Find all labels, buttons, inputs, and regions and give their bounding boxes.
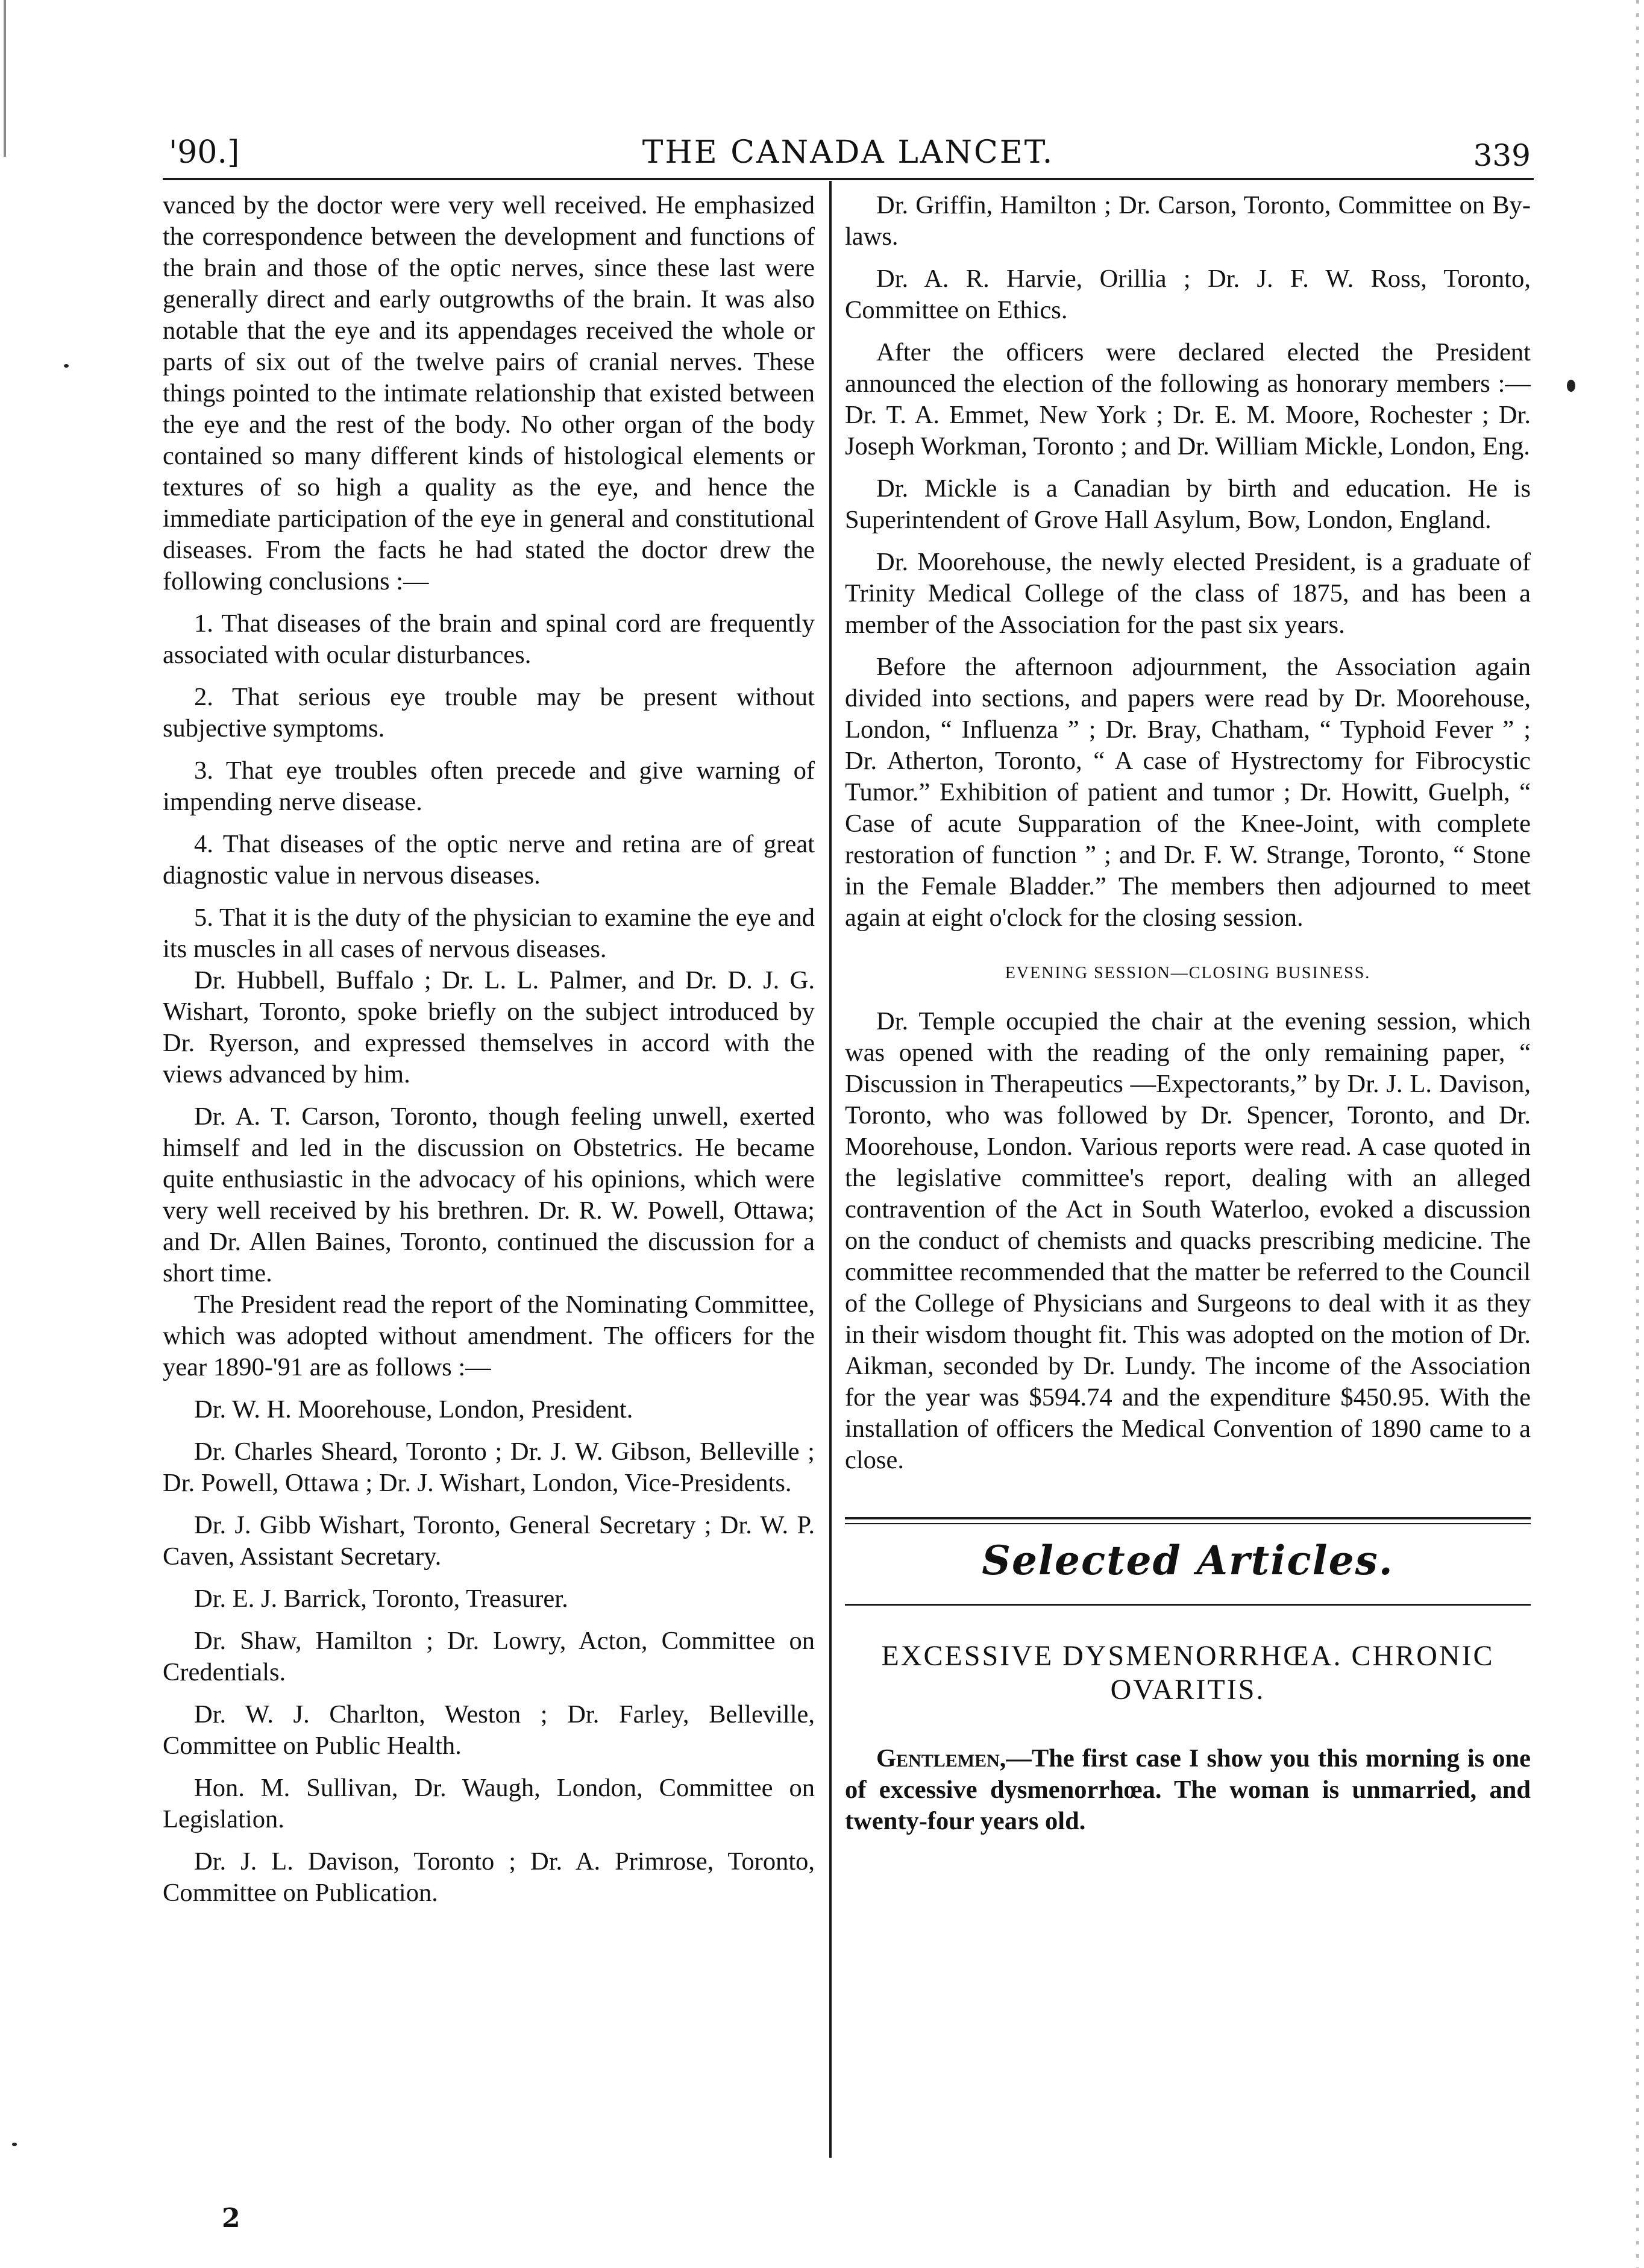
conclusion-3: 3. That eye troubles often precede and give warning of impending nerve disease. xyxy=(163,756,815,816)
officer-entry: Dr. J. Gibb Wishart, Toronto, General Secretary ; Dr. W. P. Caven, Assistant Secretary. xyxy=(163,1511,815,1571)
paragraph: The President read the report of the Nominating Committee, which was adopted without amendment. The officers for the year 1890-'91 are as follows :— xyxy=(163,1290,815,1381)
page-edge-right xyxy=(1636,0,1639,2268)
paragraph: Dr. Mickle is a Canadian by birth and education. He is Superintendent of Grove Hall Asylum, Bow, London, England. xyxy=(845,474,1531,534)
conclusion-1: 1. That diseases of the brain and spinal cord are frequently associated with ocular disturbances. xyxy=(163,609,815,669)
article-text: —The first case I show you this morning is one of excessive dysmenorrhœa. The woman is unmarried, and twenty-four years old. xyxy=(845,1744,1531,1835)
signature-number: 2 xyxy=(222,2203,240,2234)
ink-speck xyxy=(1567,380,1575,392)
officer-entry: Dr. Shaw, Hamilton ; Dr. Lowry, Acton, Committee on Credentials. xyxy=(163,1627,815,1686)
section-subheading: EVENING SESSION—CLOSING BUSINESS. xyxy=(1005,964,1371,982)
officer-entry: Dr. W. J. Charlton, Weston ; Dr. Farley, Belleville, Committee on Public Health. xyxy=(163,1700,815,1760)
journal-title: THE CANADA LANCET. xyxy=(642,134,1055,171)
section-banner: Selected Articles. xyxy=(982,1537,1394,1584)
paragraph: Dr. Moorehouse, the newly elected President, is a graduate of Trinity Medical College of the class of 1875, and has been a member of the Association for the past six years. xyxy=(845,548,1531,639)
officer-entry: Hon. M. Sullivan, Dr. Waugh, London, Committee on Legislation. xyxy=(163,1774,815,1833)
officer-entry: Dr. E. J. Barrick, Toronto, Treasurer. xyxy=(194,1585,568,1613)
officer-entry: Dr. W. H. Moorehouse, London, President. xyxy=(194,1395,633,1424)
paragraph: Dr. A. T. Carson, Toronto, though feeling unwell, exerted himself and led in the discussion on Obstetrics. He became quite enthusiastic in the advocacy of his opinions, which were very well received by his brethren. Dr. R. W. Powell, Ottawa; and Dr. Allen Baines, Toronto, continued the discussion for a short time. xyxy=(163,1102,815,1287)
left-column xyxy=(163,190,815,1909)
double-rule xyxy=(845,1517,1531,1524)
header-year: '90.] xyxy=(169,134,240,171)
running-header xyxy=(163,130,1534,180)
paragraph: Dr. Hubbell, Buffalo ; Dr. L. L. Palmer, and Dr. D. J. G. Wishart, Toronto, spoke briefly on the subject introduced by Dr. Ryerson, and expressed themselves in accord with the views advanced by him. xyxy=(163,966,815,1088)
page-edge-left xyxy=(4,0,6,157)
officer-entry: Dr. Charles Sheard, Toronto ; Dr. J. W. Gibson, Belleville ; Dr. Powell, Ottawa ; Dr. J. Wishart, London, Vice-Presidents. xyxy=(163,1437,815,1497)
ink-speck xyxy=(64,364,69,368)
article-title: EXCESSIVE DYSMENORRHŒA. CHRONIC OVARITIS. xyxy=(881,1640,1495,1706)
conclusion-5: 5. That it is the duty of the physician to examine the eye and its muscles in all cases of nervous diseases. xyxy=(163,903,815,963)
committee-entry: Dr. Griffin, Hamilton ; Dr. Carson, Toronto, Committee on By-laws. xyxy=(845,191,1531,251)
article-opening xyxy=(845,1743,1531,1837)
page-number: 339 xyxy=(1473,138,1531,173)
conclusion-2: 2. That serious eye trouble may be present without subjective symptoms. xyxy=(163,683,815,743)
paragraph: Before the afternoon adjournment, the Association again divided into sections, and papers were read by Dr. Moorehouse, London, “ Influenza ” ; Dr. Bray, Chatham, “ Typhoid Fever ” ; Dr. Atherton, Toronto, “ A case of Hystrectomy for Fibrocystic Tumor.” Exhibition of patient and tumor ; Dr. Howitt, Guelph, “ Case of acute Supparation of the Knee-Joint, with complete restoration of function ” ; and Dr. F. W. Strange, Toronto, “ Stone in the Female Bladder.” The members then adjourned to meet again at eight o'clock for the closing session. xyxy=(845,653,1531,932)
paragraph: vanced by the doctor were very well received. He emphasized the correspondence between the development and functions of the brain and those of the optic nerves, since these last were generally direct and early outgrowths of the brain. It was also notable that the eye and its appendages received the whole or parts of six out of the twelve pairs of cranial nerves. These things pointed to the intimate relationship that existed between the eye and the rest of the body. No other organ of the body contained so many different kinds of histological elements or textures of so high a quality as the eye, and hence the immediate participation of the eye in general and constitutional diseases. From the facts he had stated the doctor drew the following conclusions :— xyxy=(163,191,815,595)
column-divider xyxy=(829,181,832,2158)
officer-entry: Dr. J. L. Davison, Toronto ; Dr. A. Primrose, Toronto, Committee on Publication. xyxy=(163,1847,815,1907)
right-column xyxy=(845,190,1531,1837)
article-salutation: Gentlemen, xyxy=(876,1744,1006,1773)
committee-entry: Dr. A. R. Harvie, Orillia ; Dr. J. F. W. Ross, Toronto, Committee on Ethics. xyxy=(845,265,1531,324)
thin-rule xyxy=(845,1604,1531,1606)
paragraph: Dr. Temple occupied the chair at the evening session, which was opened with the reading of the only remaining paper, “ Discussion in Therapeutics —Expectorants,” by Dr. J. L. Davison, Toronto, who was followed by Dr. Spencer, Toronto, and Dr. Moorehouse, London. Various reports were read. A case quoted in the legislative committee's report, dealing with an alleged contravention of the Act in South Waterloo, evoked a discussion on the conduct of chemists and quacks prescribing medicine. The committee recommended that the matter be referred to the Council of the College of Physicians and Surgeons to deal with it as they in their wisdom thought fit. This was adopted on the motion of Dr. Aikman, seconded by Dr. Lundy. The income of the Association for the year was $594.74 and the expenditure $450.95. With the installation of officers the Medical Convention of 1890 came to a close. xyxy=(845,1007,1531,1474)
conclusion-4: 4. That diseases of the optic nerve and retina are of great diagnostic value in nervous diseases. xyxy=(163,830,815,890)
ink-speck xyxy=(12,2143,17,2146)
paragraph: After the officers were declared elected the President announced the election of the following as honorary members :—Dr. T. A. Emmet, New York ; Dr. E. M. Moore, Rochester ; Dr. Joseph Workman, Toronto ; and Dr. William Mickle, London, Eng. xyxy=(845,338,1531,460)
